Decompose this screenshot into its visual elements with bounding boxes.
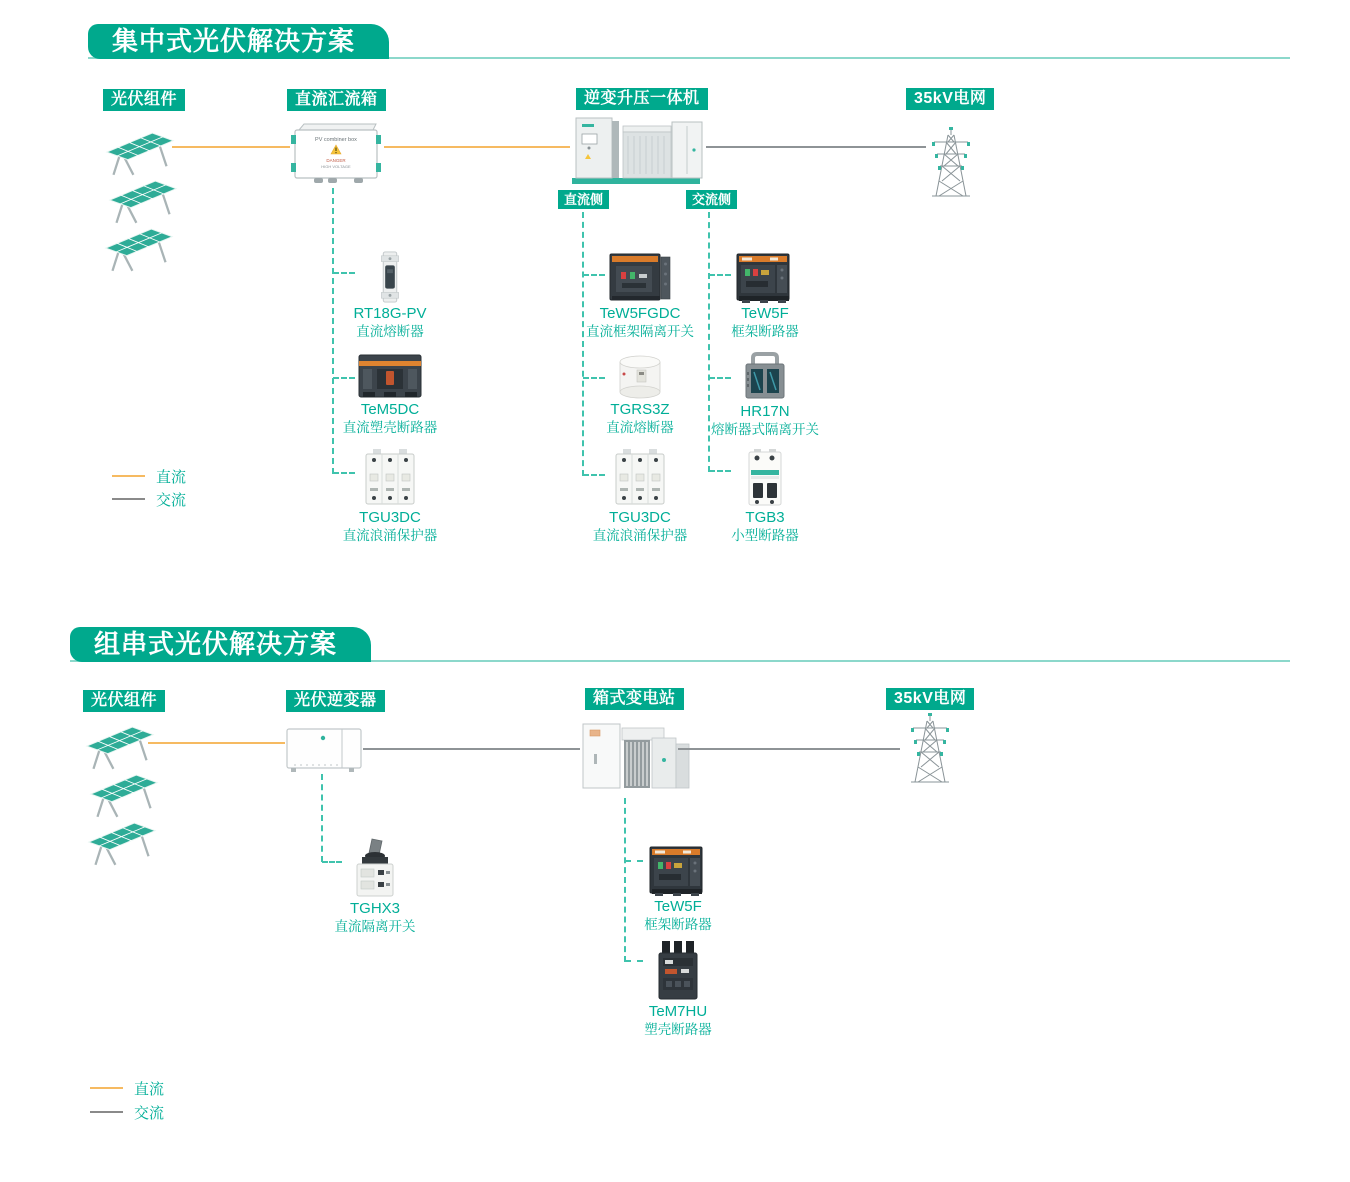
component-model: TGU3DC: [609, 509, 671, 526]
component-name: 熔断器式隔离开关: [711, 422, 819, 437]
component-name: 直流浪涌保护器: [342, 528, 438, 543]
ac-connection-line: [678, 748, 900, 750]
dc-line-swatch: [90, 1087, 123, 1090]
component-tgrs3z: [570, 352, 710, 437]
component-model: TeW5FGDC: [599, 305, 681, 322]
section2-title: 组串式光伏解决方案: [70, 627, 371, 662]
product-image-rt18g-pv: [378, 250, 402, 304]
product-image-tghx3: [352, 837, 398, 899]
stage-label-box-substation: 箱式变电站: [585, 688, 684, 710]
component-name: 直流熔断器: [606, 420, 674, 435]
dc-connection-line: [148, 742, 285, 744]
dc-connection-line: [384, 146, 570, 148]
component-model: TGRS3Z: [610, 401, 670, 418]
component-model: RT18G-PV: [353, 305, 427, 322]
solar-panel-icon: [104, 128, 176, 178]
component-model: TeM7HU: [648, 1003, 708, 1020]
legend-ac-label: 交流: [156, 491, 187, 509]
box-substation-icon: [580, 716, 692, 798]
solar-panel-icon: [86, 818, 158, 868]
component-model: TGU3DC: [359, 509, 421, 526]
component-tgu3dc-2: [570, 446, 710, 545]
component-tem7hu: [608, 936, 748, 1039]
component-model: TeW5F: [741, 305, 789, 322]
legend-dc-label: 直流: [156, 468, 187, 486]
legend-ac: [112, 489, 186, 509]
product-image-hr17n: [741, 352, 789, 402]
component-name: 直流浪涌保护器: [592, 528, 688, 543]
component-model: TeM5DC: [360, 401, 420, 418]
combiner-box-icon: [288, 122, 384, 188]
dc-side-label: 直流侧: [558, 190, 609, 209]
stage-label-pv-inverter: 光伏逆变器: [286, 690, 385, 712]
section1-title: 集中式光伏解决方案: [88, 24, 389, 59]
ac-connection-line: [363, 748, 580, 750]
grid-tower-icon: [924, 126, 978, 198]
ac-line-swatch: [90, 1111, 123, 1114]
component-name: 直流隔离开关: [334, 919, 416, 934]
component-name: 直流框架隔离开关: [586, 324, 694, 339]
ac-connection-line: [706, 146, 926, 148]
component-name: 塑壳断路器: [644, 1022, 712, 1037]
product-image-tew5fgdc: [608, 252, 672, 304]
solar-panel-icon: [88, 770, 160, 820]
legend-ac: [90, 1102, 164, 1122]
component-name: 直流熔断器: [356, 324, 424, 339]
component-model: TGB3: [745, 509, 785, 526]
product-image-tew5f: [647, 845, 709, 897]
combiner-box-voltage-label: HIGH VOLTAGE: [321, 164, 351, 169]
component-tew5fgdc: [570, 250, 710, 341]
stage-label-pv-modules-2: 光伏组件: [83, 690, 165, 712]
component-tew5f-1: [695, 250, 835, 341]
solar-panel-icon: [103, 224, 175, 274]
component-name: 直流塑壳断路器: [342, 420, 438, 435]
component-tghx3: [305, 833, 445, 936]
inverter-boost-station-icon: [568, 112, 708, 190]
component-tgu3dc-1: [320, 446, 460, 545]
string-inverter-icon: [285, 726, 363, 774]
product-image-tem7hu: [656, 940, 700, 1002]
legend-ac-label: 交流: [134, 1104, 165, 1122]
solar-panel-icon: [107, 176, 179, 226]
stage-label-inverter-boost-station: 逆变升压一体机: [576, 88, 708, 110]
component-tem5dc: [320, 350, 460, 437]
ac-line-swatch: [112, 498, 145, 501]
stage-label-35kv-grid-2: 35kV电网: [886, 688, 974, 710]
dc-connection-line: [172, 146, 290, 148]
component-name: 框架断路器: [644, 917, 712, 932]
dc-line-swatch: [112, 475, 145, 478]
component-hr17n: [695, 348, 835, 439]
product-image-tgb3: [745, 448, 785, 508]
component-model: HR17N: [740, 403, 790, 420]
product-image-tem5dc: [357, 352, 423, 400]
product-image-tgu3dc: [613, 448, 667, 508]
legend-dc: [112, 466, 186, 486]
stage-label-pv-modules-1: 光伏组件: [103, 89, 185, 111]
legend-dc-label: 直流: [134, 1080, 165, 1098]
component-tgb3: [695, 446, 835, 545]
ac-side-label: 交流侧: [686, 190, 737, 209]
product-image-tew5f: [734, 252, 796, 304]
combiner-box-danger-label: DANGER: [326, 158, 346, 163]
grid-tower-icon: [903, 710, 957, 786]
product-image-tgu3dc: [363, 448, 417, 508]
solar-panel-icon: [84, 722, 156, 772]
component-name: 框架断路器: [731, 324, 799, 339]
combiner-box-label: PV combiner box: [315, 137, 357, 143]
component-model: TGHX3: [349, 900, 400, 917]
component-tew5f-2: [608, 840, 748, 934]
stage-label-dc-combiner-box: 直流汇流箱: [287, 89, 386, 111]
product-image-tgrs3z: [614, 354, 666, 400]
component-rt18g-pv: [320, 250, 460, 341]
stage-label-35kv-grid-1: 35kV电网: [906, 88, 994, 110]
component-name: 小型断路器: [731, 528, 799, 543]
component-model: TeW5F: [654, 898, 702, 915]
legend-dc: [90, 1078, 164, 1098]
